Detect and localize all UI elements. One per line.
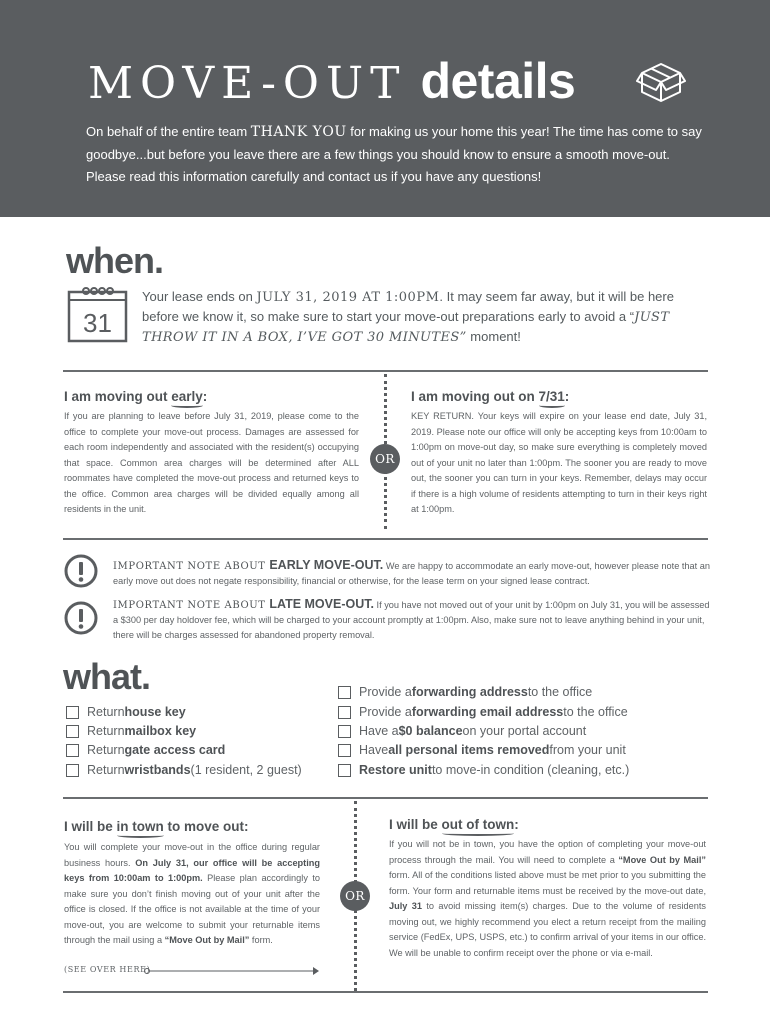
out-town-heading-ul: out of town	[441, 817, 515, 832]
in-town-heading-pre: I will be	[64, 819, 117, 834]
check-pre: Return	[87, 743, 125, 757]
divider	[63, 991, 708, 993]
check-pre: Return	[87, 705, 125, 719]
check-pre: Have a	[359, 724, 399, 738]
checklist-item[interactable]	[338, 685, 592, 699]
checkbox[interactable]	[338, 764, 351, 777]
note-late	[113, 597, 713, 643]
checkbox[interactable]	[66, 744, 79, 757]
note-late-text: If you have not moved out of your unit by 1:00pm on July 31, you will be assessed a $300 per day holdover fee, which will be charged to your account promptly at 1:00pm. Also, make sure not to leave anything behind in your unit, there will be charges assessed for abandoned property removal.	[113, 600, 710, 640]
ontime-heading-post: :	[564, 389, 570, 404]
intro-text-post: for making us your home this year! The time has come to say goodbye...but before you leave there are a few things you should know to ensure a smooth move-out. Please read this information carefully and contact us if you have any questions!	[86, 124, 702, 184]
out-town-body	[389, 837, 706, 961]
note-early	[113, 558, 713, 589]
check-pre: Have	[359, 743, 389, 757]
ontime-heading	[411, 389, 569, 404]
in-town-text-2: Please plan accordingly to make sure you don’t finish moving out of your unit after the office is closed. If the office is not available at the time of your move-out, you are welcome to submit your returnable items through the mail using a	[64, 873, 320, 945]
note-late-lead-text: IMPORTANT NOTE ABOUT	[113, 600, 270, 611]
check-pre: Provide a	[359, 705, 412, 719]
check-pre: Provide a	[359, 685, 412, 699]
early-heading-ul: early	[171, 389, 203, 404]
calendar-day: 31	[83, 308, 112, 338]
check-pre: Return	[87, 763, 125, 777]
check-post: (1 resident, 2 guest)	[190, 763, 302, 777]
out-town-form-name: “Move Out by Mail”	[618, 854, 706, 865]
check-bold: Restore unit	[359, 763, 432, 777]
checklist-item[interactable]	[338, 705, 628, 719]
arrow-right-icon	[143, 965, 323, 977]
out-town-date: July 31	[389, 901, 422, 911]
intro-paragraph	[86, 121, 706, 189]
lease-end-date: JULY 31, 2019 AT 1:00PM	[256, 290, 440, 305]
when-text-mid: . It may seem far away, but it will be here before we know it, so make sure to start your move-out preparations early to avoid a “	[142, 289, 674, 324]
early-body: If you are planning to leave before July 31, 2019, please come to the office to complete your move-out process. Damages are assessed for each room independently and associated with the resident(s) occupying that space. Common area charges will be determined after ALL roommates have completed the move-out process and returned keys to the office. Common area charges will be divided equally among all residents in the unit.	[64, 411, 359, 514]
checklist-item[interactable]	[338, 724, 586, 738]
check-bold: gate access card	[124, 743, 226, 757]
ontime-heading-pre: I am moving out on	[411, 389, 539, 404]
early-heading-post: :	[202, 389, 208, 404]
divider	[63, 538, 708, 540]
intro-thanks: THANK YOU	[250, 124, 347, 140]
title-light: MOVE-OUT	[88, 58, 407, 109]
see-over-link[interactable]: (SEE OVER HERE)	[64, 965, 151, 974]
ontime-body: KEY RETURN. Your keys will expire on your lease end date, July 31, 2019. Please note our office will only be accepting keys from 10:00am to 1:00pm on move-out day, so make sure everything is completely moved out of your unit no later than 1:00pm. The sooner you are ready to move out, the sooner you can turn in your keys. Remember, delays may occur if there is a high volume of residents attempting to turn in their keys right at 1:00pm.	[411, 411, 707, 514]
check-bold: wristbands	[124, 763, 191, 777]
header-band	[0, 0, 770, 217]
checklist-item[interactable]	[338, 763, 629, 777]
early-heading-pre: I am moving out	[64, 389, 172, 404]
in-town-body	[64, 840, 320, 949]
note-late-bold: LATE MOVE-OUT.	[269, 597, 374, 611]
title-bold: details	[420, 53, 576, 109]
check-bold: all personal items removed	[388, 743, 550, 757]
in-town-bold: On July 31, our office will be accepting keys from 10:00am to 1:00pm.	[64, 857, 321, 883]
check-post: to the office	[563, 705, 628, 719]
note-early-text: We are happy to accommodate an early move-out, however please note that an early move out does not negate responsibility, financial or otherwise, for the lease term on your signed lease contract.	[113, 561, 710, 586]
checklist-item[interactable]	[66, 743, 225, 757]
out-town-heading-post: :	[514, 817, 519, 832]
when-text-post: moment!	[466, 329, 521, 344]
moving-box-icon	[636, 56, 686, 106]
checkbox[interactable]	[338, 686, 351, 699]
check-post: to the office	[527, 685, 593, 699]
note-early-lead-text: IMPORTANT NOTE ABOUT	[113, 561, 270, 572]
divider	[63, 370, 708, 372]
out-town-text-1: If you will not be in town, you have the option of completing your move-out process through the mail. You will need to complete a	[389, 839, 706, 865]
out-town-text-3: to avoid missing item(s) charges. Due to the volume of residents moving out, we highly recommend you elect a return receipt from the mailing service (FedEx, UPS, USPS, etc.) to confirm arrival of your items in our office. We will be unable to confirm receipt over the phone or via e-mail.	[389, 901, 706, 958]
check-bold: forwarding address	[411, 685, 528, 699]
check-bold: $0 balance	[398, 724, 463, 738]
in-town-heading-ul: in town	[116, 819, 164, 834]
note-early-lead	[113, 558, 384, 572]
in-town-text-1: You will complete your move-out in the office during regular business hours.	[64, 842, 320, 868]
checklist-item[interactable]	[338, 743, 626, 757]
in-town-text-3: form.	[249, 935, 273, 945]
out-town-heading-pre: I will be	[389, 817, 442, 832]
note-early-bold: EARLY MOVE-OUT.	[269, 558, 384, 572]
check-pre: Return	[87, 724, 125, 738]
checklist-item[interactable]	[66, 724, 196, 738]
exclamation-icon	[64, 554, 98, 588]
what-heading: what.	[63, 656, 151, 697]
calendar-icon	[67, 285, 128, 343]
check-post: to move-in condition (cleaning, etc.)	[431, 763, 630, 777]
in-town-heading-post: to move out:	[163, 819, 249, 834]
check-post: from your unit	[549, 743, 626, 757]
checklist-item[interactable]	[66, 705, 186, 719]
note-late-lead	[113, 597, 374, 611]
checkbox[interactable]	[66, 764, 79, 777]
page-title	[88, 52, 575, 110]
or-badge: OR	[340, 881, 370, 911]
checkbox[interactable]	[66, 725, 79, 738]
exclamation-icon	[64, 601, 98, 635]
check-bold: forwarding email address	[411, 705, 564, 719]
check-post: on your portal account	[462, 724, 587, 738]
check-bold: mailbox key	[124, 724, 197, 738]
check-bold: house key	[124, 705, 186, 719]
when-heading: when.	[66, 240, 164, 281]
in-town-form-name: “Move Out by Mail”	[164, 935, 250, 945]
checkbox[interactable]	[338, 744, 351, 757]
when-quote: JUST THROW IT IN A BOX, I’VE GOT 30 MINUTES”	[142, 310, 670, 345]
checklist-item[interactable]	[66, 763, 302, 777]
when-text-pre: Your lease ends on	[142, 289, 257, 304]
checkbox[interactable]	[338, 706, 351, 719]
ontime-heading-ul: 7/31	[538, 389, 565, 404]
out-town-heading	[389, 817, 519, 832]
or-badge: OR	[370, 444, 400, 474]
in-town-heading	[64, 819, 249, 834]
early-heading	[64, 389, 207, 404]
checkbox[interactable]	[338, 725, 351, 738]
intro-text-pre: On behalf of the entire team	[86, 124, 251, 139]
divider	[63, 797, 708, 799]
when-paragraph	[142, 287, 712, 347]
out-town-text-2: form. All of the conditions listed above must be met prior to you submitting the form. Your form and returnable items must be received by the move-out date,	[389, 870, 706, 896]
checkbox[interactable]	[66, 706, 79, 719]
